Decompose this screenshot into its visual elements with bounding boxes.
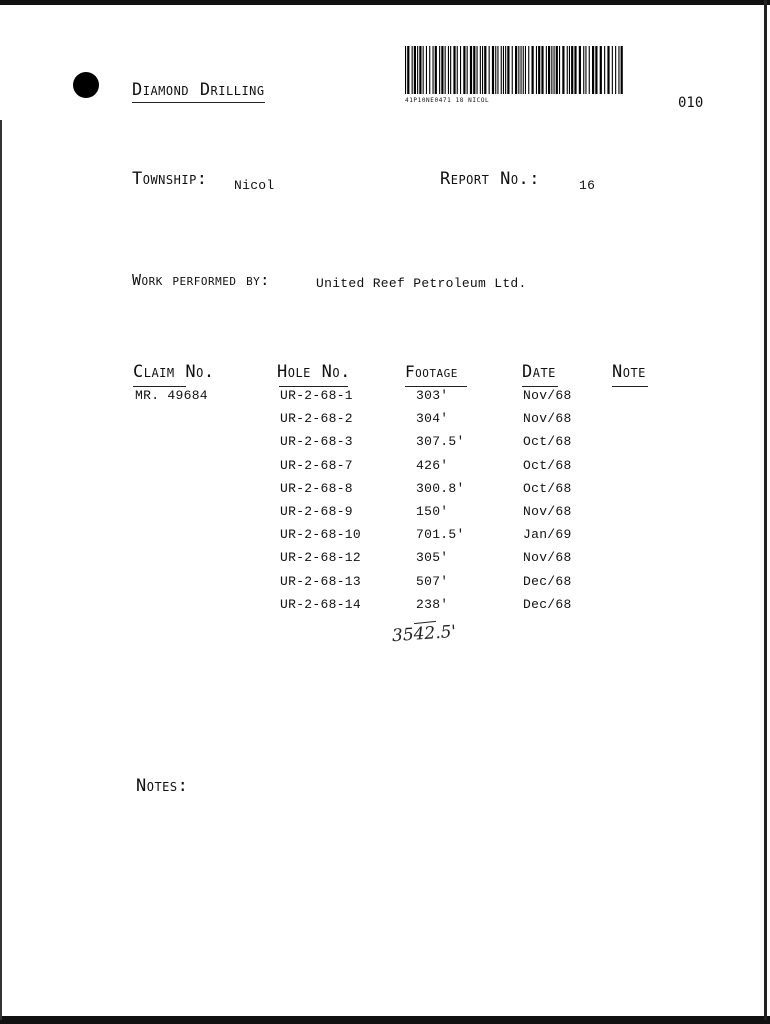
barcode-bar xyxy=(518,46,519,94)
barcode-bar xyxy=(551,46,552,94)
barcode-bar xyxy=(405,46,406,94)
handwritten-total: 3542.5' xyxy=(391,621,457,647)
barcode-bar xyxy=(521,46,522,94)
barcode-bar xyxy=(501,46,502,94)
barcode-bar xyxy=(585,46,586,94)
barcode-bar xyxy=(556,46,558,94)
barcode-bar xyxy=(579,46,581,94)
barcode-bar xyxy=(507,46,509,94)
barcode-text: 41P10NE0471 18 NICOL xyxy=(405,97,490,104)
footage-cell: 150' xyxy=(416,504,449,519)
barcode-bar xyxy=(473,46,475,94)
barcode-bar xyxy=(528,46,529,94)
barcode-bar xyxy=(450,46,451,94)
barcode-bar xyxy=(453,46,455,94)
barcode-bar xyxy=(595,46,597,94)
barcode-bar xyxy=(574,46,576,94)
barcode-bar xyxy=(589,46,590,94)
barcode-bar xyxy=(495,46,496,94)
header-hole-underline xyxy=(279,386,348,387)
footage-cell: 303' xyxy=(416,388,449,403)
barcode-bar xyxy=(503,46,504,94)
barcode-bar xyxy=(417,46,418,94)
barcode-bar xyxy=(512,46,513,94)
hole-number-cell: UR-2-68-8 xyxy=(280,481,353,496)
barcode-bar xyxy=(525,46,526,94)
date-cell: Oct/68 xyxy=(523,481,572,496)
date-cell: Nov/68 xyxy=(523,388,572,403)
barcode-bar xyxy=(489,46,490,94)
barcode-bar xyxy=(477,46,478,94)
barcode-bar xyxy=(423,46,424,94)
barcode-bar xyxy=(480,46,481,94)
barcode-bar xyxy=(604,46,605,94)
header-note: Note xyxy=(612,362,646,382)
barcode-bar xyxy=(492,46,494,94)
barcode-bar xyxy=(460,46,461,94)
footage-cell: 304' xyxy=(416,411,449,426)
barcode-bar xyxy=(567,46,568,94)
barcode-bar xyxy=(532,46,534,94)
barcode-bar xyxy=(482,46,483,94)
header-claim-no: Claim No. xyxy=(133,362,215,382)
township-label: Township: xyxy=(132,169,208,189)
barcode-bar xyxy=(541,46,543,94)
date-cell: Nov/68 xyxy=(523,504,572,519)
barcode-bar xyxy=(429,46,430,94)
work-performed-label: Work performed by: xyxy=(132,271,270,289)
township-value: Nicol xyxy=(234,178,275,193)
punch-hole xyxy=(73,72,99,98)
barcode-bar xyxy=(448,46,449,94)
work-performed-value: United Reef Petroleum Ltd. xyxy=(316,276,527,291)
document-title: Diamond Drilling xyxy=(132,80,265,103)
hole-number-cell: UR-2-68-13 xyxy=(280,574,362,589)
barcode-bar xyxy=(484,46,486,94)
page-right-edge xyxy=(764,0,767,1020)
barcode-bar xyxy=(414,46,416,94)
barcode-bar xyxy=(505,46,506,94)
header-date: Date xyxy=(522,362,556,382)
page-left-edge xyxy=(0,120,2,1020)
date-cell: Dec/68 xyxy=(523,574,572,589)
barcode-bar xyxy=(441,46,443,94)
header-claim-underline xyxy=(133,386,186,387)
date-cell: Oct/68 xyxy=(523,434,572,449)
barcode-bar xyxy=(618,46,619,94)
barcode-bar xyxy=(571,46,573,94)
footage-cell: 507' xyxy=(416,574,449,589)
barcode-bar xyxy=(457,46,458,94)
hole-number-cell: UR-2-68-12 xyxy=(280,550,362,565)
header-footage: Footage xyxy=(405,362,458,381)
barcode-bar xyxy=(435,46,437,94)
barcode-bar xyxy=(433,46,434,94)
barcode-bar xyxy=(583,46,584,94)
hole-number-cell: UR-2-68-9 xyxy=(280,504,353,519)
barcode-bar xyxy=(515,46,517,94)
barcode-bar xyxy=(467,46,468,94)
hole-number-cell: UR-2-68-2 xyxy=(280,411,353,426)
barcode-bar xyxy=(607,46,609,94)
barcode-bar xyxy=(546,46,547,94)
date-cell: Oct/68 xyxy=(523,458,572,473)
footage-cell: 300.8' xyxy=(416,481,465,496)
barcode-bar xyxy=(621,46,623,94)
header-date-underline xyxy=(522,386,558,387)
barcode-bar xyxy=(600,46,602,94)
hole-number-cell: UR-2-68-10 xyxy=(280,527,362,542)
footage-cell: 307.5' xyxy=(416,434,465,449)
notes-label: Notes: xyxy=(136,776,189,796)
claim-number-value: MR. 49684 xyxy=(135,388,208,403)
barcode-bar xyxy=(426,46,427,94)
barcode-bar xyxy=(538,46,540,94)
date-cell: Nov/68 xyxy=(523,411,572,426)
page-bottom-edge xyxy=(0,1016,770,1024)
hole-number-cell: UR-2-68-3 xyxy=(280,434,353,449)
barcode-bar xyxy=(445,46,446,94)
header-footage-underline xyxy=(405,386,467,387)
barcode-bar xyxy=(497,46,498,94)
barcode-bar xyxy=(407,46,409,94)
barcode-bar xyxy=(612,46,613,94)
footage-cell: 305' xyxy=(416,550,449,565)
hole-number-cell: UR-2-68-7 xyxy=(280,458,353,473)
barcode-bar xyxy=(592,46,594,94)
barcode-bar xyxy=(554,46,555,94)
barcode-bar xyxy=(523,46,524,94)
hole-number-cell: UR-2-68-14 xyxy=(280,597,362,612)
barcode-bar xyxy=(419,46,421,94)
barcode-bar xyxy=(569,46,570,94)
date-cell: Nov/68 xyxy=(523,550,572,565)
barcode-bar xyxy=(559,46,560,94)
report-value: 16 xyxy=(579,178,596,193)
footage-cell: 238' xyxy=(416,597,449,612)
barcode-graphic xyxy=(405,46,623,94)
barcode-bar xyxy=(463,46,465,94)
hole-number-cell: UR-2-68-1 xyxy=(280,388,353,403)
report-label: Report No.: xyxy=(440,169,541,189)
page-code: 010 xyxy=(678,95,704,111)
barcode-bar xyxy=(615,46,616,94)
date-cell: Jan/69 xyxy=(523,527,572,542)
header-hole-no: Hole No. xyxy=(277,362,351,382)
date-cell: Dec/68 xyxy=(523,597,572,612)
barcode-bar xyxy=(439,46,440,94)
barcode-bar xyxy=(536,46,537,94)
barcode-bar xyxy=(412,46,413,94)
barcode-bar xyxy=(562,46,564,94)
page-top-edge xyxy=(0,0,770,5)
barcode-bar xyxy=(470,46,472,94)
footage-cell: 426' xyxy=(416,458,449,473)
barcode-bar xyxy=(548,46,550,94)
footage-cell: 701.5' xyxy=(416,527,465,542)
header-note-underline xyxy=(612,386,648,387)
